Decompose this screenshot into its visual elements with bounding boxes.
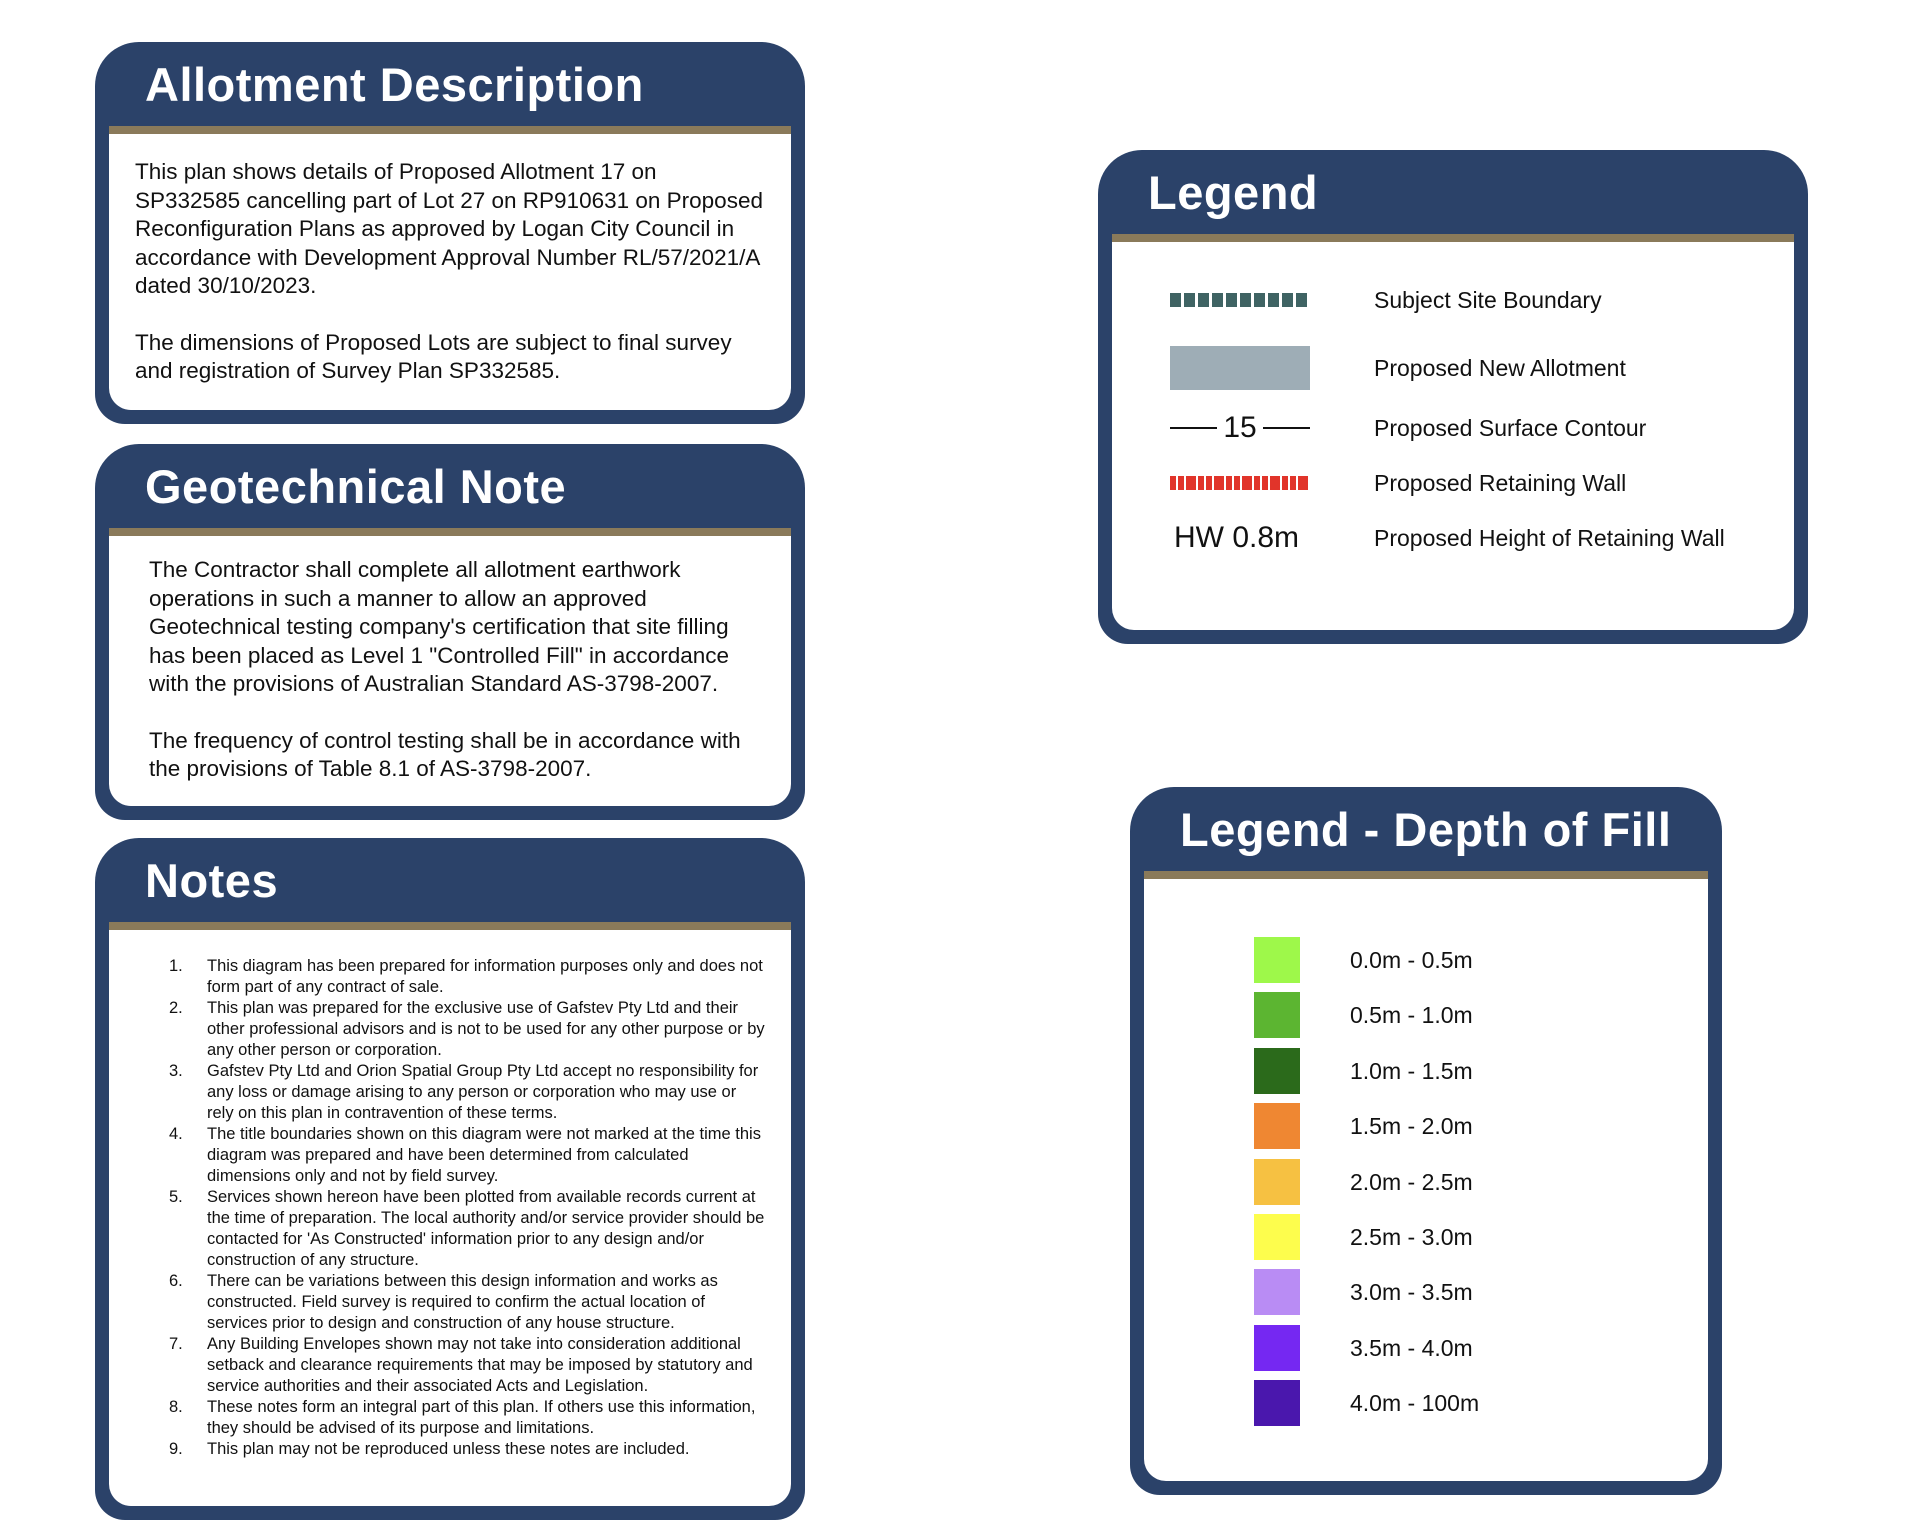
legend-row-surface-contour xyxy=(1112,408,1794,448)
depth-swatch xyxy=(1254,1380,1300,1426)
depth-swatch xyxy=(1254,1159,1300,1205)
depth-row xyxy=(1144,1159,1708,1205)
depth-swatch xyxy=(1254,1048,1300,1094)
legend-row-retaining-wall xyxy=(1112,463,1794,503)
geotech-paragraph-2: The frequency of control testing shall be in accordance with the provisions of Table 8.1 of AS-3798-2007. xyxy=(149,727,741,781)
list-item: 9. This plan may not be reproduced unless these notes are included. xyxy=(169,1440,690,1458)
depth-of-fill-legend-panel xyxy=(1130,787,1722,1495)
list-item: 8. These notes form an integral part of this plan. If others use this information, they should be advised of its purpose and limitations. xyxy=(169,1398,756,1437)
list-item: 3. Gafstev Pty Ltd and Orion Spatial Group Pty Ltd accept no responsibility for any loss or damage arising to any person or corporation who may use or rely on this plan in contravention of these terms. xyxy=(169,1062,759,1122)
depth-label: 0.5m - 1.0m xyxy=(1350,1002,1473,1028)
depth-row xyxy=(1144,992,1708,1038)
depth-label: 1.0m - 1.5m xyxy=(1350,1058,1473,1084)
surface-contour-symbol: 15 xyxy=(1170,411,1310,445)
depth-label: 2.5m - 3.0m xyxy=(1350,1224,1473,1250)
depth-label: 4.0m - 100m xyxy=(1350,1390,1480,1416)
notes-title: Notes xyxy=(109,838,791,930)
allotment-description-title: Allotment Description xyxy=(109,42,791,134)
depth-swatch xyxy=(1254,1103,1300,1149)
legend-row-proposed-new-allotment xyxy=(1112,348,1794,388)
depth-swatch xyxy=(1254,1325,1300,1371)
retaining-wall-height-symbol: HW 0.8m xyxy=(1174,521,1300,554)
allotment-paragraph-1: This plan shows details of Proposed Allotment 17 on SP332585 cancelling part of Lot 27 on RP910631 on Proposed Reconfiguration Plans as approved by Logan City Council in accordance with Development Approval Number RL/57/2021/A dated 30/10/2023. xyxy=(135,159,763,298)
depth-label: 3.0m - 3.5m xyxy=(1350,1279,1473,1305)
list-item: 5. Services shown hereon have been plotted from available records current at the time of preparation. The local authority and/or service provider should be contacted for 'As Constructed' information prior to any design and/or construction of any structure. xyxy=(169,1188,765,1269)
geotech-paragraph-1: The Contractor shall complete all allotment earthwork operations in such a manner to allow an approved Geotechnical testing company's certification that site filling has been placed as Level 1 "Controlled Fill" in accordance with the provisions of Australian Standard AS-3798-2007. xyxy=(149,557,730,696)
legend-row-retaining-wall-height xyxy=(1112,518,1794,558)
geotechnical-note-title: Geotechnical Note xyxy=(109,444,791,536)
list-item: 4. The title boundaries shown on this diagram were not marked at the time this diagram was prepared and have been determined from calculated dimensions only and not by field survey. xyxy=(169,1125,761,1185)
depth-row xyxy=(1144,1048,1708,1094)
depth-label: 0.0m - 0.5m xyxy=(1350,947,1473,973)
depth-of-fill-legend-title: Legend - Depth of Fill xyxy=(1144,787,1708,879)
legend-body xyxy=(1112,242,1794,630)
legend-label: Subject Site Boundary xyxy=(1374,287,1602,313)
depth-of-fill-legend-body xyxy=(1144,879,1708,1481)
depth-row xyxy=(1144,1380,1708,1426)
list-item: 7. Any Building Envelopes shown may not take into consideration additional setback and clearance requirements that may be imposed by statutory and service authorities and their associated Acts and Legislation. xyxy=(169,1335,753,1395)
retaining-wall-symbol xyxy=(1170,476,1310,490)
depth-row xyxy=(1144,1214,1708,1260)
depth-row xyxy=(1144,937,1708,983)
legend-label: Proposed Surface Contour xyxy=(1374,415,1647,441)
allotment-description-body xyxy=(109,134,791,410)
geotechnical-note-panel xyxy=(95,444,805,820)
legend-panel xyxy=(1098,150,1808,644)
depth-swatch xyxy=(1254,1214,1300,1260)
depth-swatch xyxy=(1254,992,1300,1038)
depth-label: 1.5m - 2.0m xyxy=(1350,1113,1473,1139)
depth-row xyxy=(1144,1269,1708,1315)
depth-row xyxy=(1144,1325,1708,1371)
legend-label: Proposed New Allotment xyxy=(1374,355,1626,381)
notes-list xyxy=(109,956,781,1460)
proposed-new-allotment-symbol xyxy=(1170,346,1310,390)
depth-label: 2.0m - 2.5m xyxy=(1350,1169,1473,1195)
allotment-description-panel xyxy=(95,42,805,424)
list-item: 1. This diagram has been prepared for information purposes only and does not form part of any contract of sale. xyxy=(169,957,763,996)
list-item: 6. There can be variations between this design information and works as constructed. Field survey is required to confirm the actual location of services prior to design and construction of any house structure. xyxy=(169,1272,718,1332)
subject-site-boundary-symbol xyxy=(1170,293,1310,307)
list-item: 2. This plan was prepared for the exclusive use of Gafstev Pty Ltd and their other professional advisors and is not to be used for any other purpose or by any other person or corporation. xyxy=(169,999,765,1059)
depth-row xyxy=(1144,1103,1708,1149)
notes-panel xyxy=(95,838,805,1520)
geotechnical-note-body xyxy=(109,536,791,806)
notes-body xyxy=(109,930,791,1506)
allotment-paragraph-2: The dimensions of Proposed Lots are subject to final survey and registration of Survey Plan SP332585. xyxy=(135,329,732,383)
legend-label: Proposed Height of Retaining Wall xyxy=(1374,525,1725,551)
legend-label: Proposed Retaining Wall xyxy=(1374,470,1627,496)
legend-row-subject-site-boundary xyxy=(1112,280,1794,320)
depth-swatch xyxy=(1254,937,1300,983)
depth-label: 3.5m - 4.0m xyxy=(1350,1335,1473,1361)
legend-title: Legend xyxy=(1112,150,1794,242)
depth-swatch xyxy=(1254,1269,1300,1315)
